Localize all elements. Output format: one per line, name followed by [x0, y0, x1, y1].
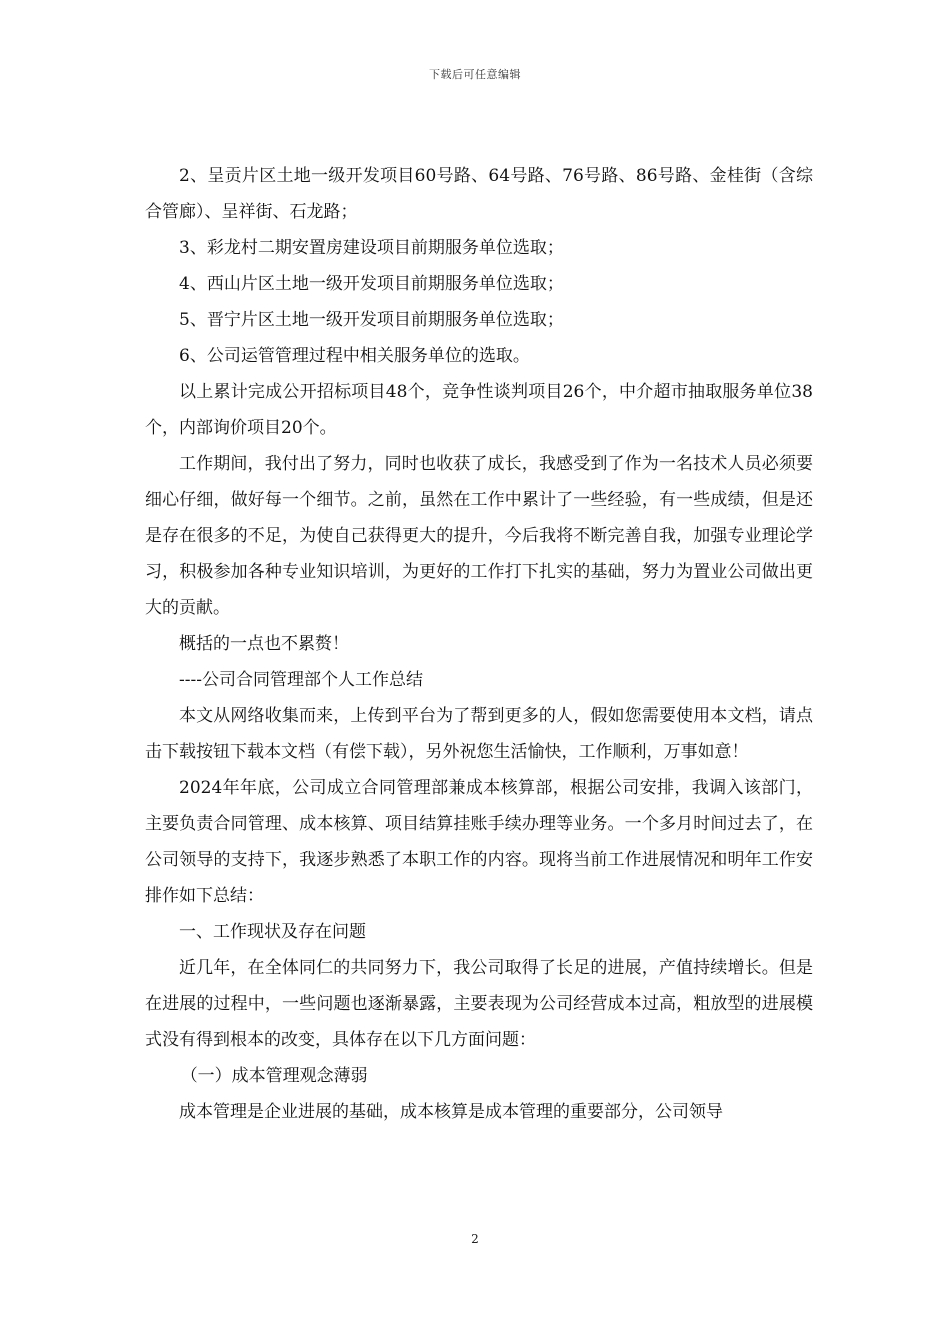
- paragraph-item-2: 2、呈贡片区土地一级开发项目60号路、64号路、76号路、86号路、金桂街（含综合管廊）、呈祥街、石龙路；: [145, 166, 813, 222]
- page-number: 2: [471, 1232, 479, 1246]
- document-body: [145, 158, 813, 1130]
- paragraph-reflection: 工作期间，我付出了努力，同时也收获了成长，我感受到了作为一名技术人员必须要细心仔细，做好每一个细节。之前，虽然在工作中累计了一些经验，有一些成绩，但是还是存在很多的不足，为使自己获得更大的提升，今后我将不断完善自我，加强专业理论学习，积极参加各种专业知识培训，为更好的工作打下扎实的基础，努力为置业公司做出更大的贡献。: [145, 454, 813, 618]
- subheading-cost-management: （一）成本管理观念薄弱: [180, 1066, 368, 1086]
- heading-status-issues: 一、工作现状及存在问题: [179, 922, 366, 942]
- paragraph-summary-totals: 以上累计完成公开招标项目48个，竞争性谈判项目26个，中介超市抽取服务单位38个，内部询价项目20个。: [145, 382, 813, 438]
- paragraph-item-5: 5、晋宁片区土地一级开发项目前期服务单位选取；: [179, 310, 564, 330]
- paragraph-item-4: 4、西山片区土地一级开发项目前期服务单位选取；: [179, 274, 564, 294]
- paragraph-intro: 2024年年底，公司成立合同管理部兼成本核算部，根据公司安排，我调入该部门，主要负责合同管理、成本核算、项目结算挂账手续办理等业务。一个多月时间过去了，在公司领导的支持下，我逐步熟悉了本职工作的内容。现将当前工作进展情况和明年工作安排作如下总结：: [145, 778, 813, 906]
- paragraph-remark: 概括的一点也不累赘！: [179, 634, 349, 654]
- paragraph-cost-management: 成本管理是企业进展的基础，成本核算是成本管理的重要部分，公司领导: [179, 1102, 723, 1122]
- paragraph-download-note: 本文从网络收集而来，上传到平台为了帮到更多的人，假如您需要使用本文档，请点击下载按钮下载本文档（有偿下载），另外祝您生活愉快，工作顺利，万事如意！: [145, 706, 813, 762]
- paragraph-status: 近几年，在全体同仁的共同努力下，我公司取得了长足的进展，产值持续增长。但是在进展的过程中，一些问题也逐渐暴露，主要表现为公司经营成本过高，粗放型的进展模式没有得到根本的改变，具体存在以下几方面问题：: [145, 958, 813, 1050]
- paragraph-item-6: 6、公司运管管理过程中相关服务单位的选取。: [179, 346, 530, 366]
- section-title: ----公司合同管理部个人工作总结: [179, 670, 423, 690]
- page-header: 下载后可任意编辑: [429, 68, 521, 81]
- paragraph-item-3: 3、彩龙村二期安置房建设项目前期服务单位选取；: [179, 238, 564, 258]
